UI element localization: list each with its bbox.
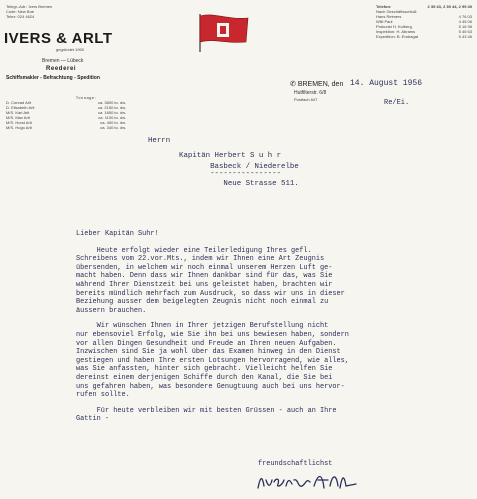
ship-size: ca. 340 to. dw. [100, 125, 126, 130]
phone-symbol-icon: ✆ [290, 81, 296, 88]
phone-name: Willi Paul [376, 19, 393, 24]
company-cities: Bremen — Lübeck [42, 58, 84, 64]
city-prefix [290, 80, 343, 88]
body-line: was Sie anfassten, hinter sich gebracht. Vielleicht helfen Sie [76, 365, 333, 374]
paragraph-1 [76, 247, 472, 316]
body-line: Inzwischen sind Sie ja wohl über das Examen hinweg in den Dienst [76, 348, 341, 357]
reference-mark: Re/Ei. [384, 99, 410, 107]
phones-main: 2 39 43, 2 39 44, 2 99 40 [427, 4, 472, 9]
closing-phrase: freundschaftlichst [258, 460, 333, 468]
body-line: rufen sollte. [76, 391, 130, 400]
paragraph-3 [76, 407, 472, 424]
addressee-block [148, 134, 299, 192]
telegram-line: Telegr.-Adr.: Ivers Bremen [6, 4, 53, 9]
ship-size: ca. 2150 to. dw. [97, 105, 126, 110]
paragraph-2 [76, 322, 472, 399]
phone-number: 5 16 98 [458, 24, 472, 29]
body-line: Beziehung ausser dem beigelegten Zeugnis nicht noch einmal zu [76, 298, 329, 307]
phones-subtitle: Nach Geschäftsschluß: [376, 9, 418, 14]
reederei-label: Reederei [46, 66, 77, 72]
tonnage-row [6, 125, 126, 130]
body-line: während Ihrer Dienstzeit bei uns geleistet haben, brachten wir [76, 280, 333, 289]
telegram-line: Telex: 024 4624 [6, 14, 35, 19]
phones-label: Telefon: [376, 4, 392, 9]
addressee-line: Kapitän Herbert S u h r [148, 151, 282, 160]
addressee-line: Neue Strasse 511. [148, 180, 299, 188]
body-line: macht haben. Denn dass wir Ihnen dankbar sind für das, was Sie [76, 272, 333, 281]
ship-size: ca. 1650 to. dw. [97, 110, 126, 115]
body-line: Wir wünschen Ihnen in Ihrer jetzigen Berufstellung nicht [76, 322, 329, 331]
ship-name: D. Conrad Arlt [6, 100, 32, 105]
phone-name: Expedition: B. Endragat [376, 34, 419, 39]
phone-number: 4 45 06 [458, 19, 472, 24]
ship-size: ca. 3800 to. dw. [97, 100, 126, 105]
ship-size: ca. 1100 to. dw. [98, 115, 126, 120]
company-services: Schiffsmakler - Befrachtung - Spedition [6, 75, 100, 81]
ship-name: M/S. Horst Arlt [6, 120, 32, 125]
street-address: Hutfilterstr. 6/8 [294, 90, 327, 96]
body-line: übersenden, in welchem wir noch einmal unserem Herzen Luft ge- [76, 263, 333, 272]
ship-name: M/S. Max Arlt [6, 115, 30, 120]
phone-number: 5 45 63 [458, 29, 472, 34]
body-line: Schreibens vom 22.vor.Mts., indem wir Ihnen eine Art Zeugnis [76, 255, 325, 264]
body-line: uns gefahren haben, was besondere Genugtuung auch bei uns hervor- [76, 382, 345, 391]
addressee-line: Herrn [148, 137, 171, 145]
ship-name: M/S. Hugo Arlt [6, 125, 32, 130]
postbox: Postfach 847 [294, 97, 318, 102]
ship-name: M/S. Karl Arlt [6, 110, 30, 115]
body-line: bereits mündlich mehrfach zum Ausdruck, so dass wir uns in dieser [76, 289, 345, 298]
house-flag-icon [196, 12, 252, 52]
letter-body [76, 230, 472, 431]
company-name: IVERS & ARLT [4, 30, 113, 47]
handwritten-signature-icon [252, 466, 382, 496]
phone-number: 4 76 03 [458, 14, 472, 19]
body-line: nur ebensoviel Erfolg, wie Sie ihn bei uns bewiesen haben, sondern [76, 330, 349, 339]
phone-number: 5 43 46 [458, 34, 472, 39]
city-prefix-text: BREMEN, den [297, 81, 344, 88]
phone-name: Hans Reimers [376, 14, 402, 19]
tonnage-list [6, 95, 126, 130]
phone-name: Inspektion: H. Abrams [376, 29, 416, 34]
body-line: dereinst einem derjenigen Schiffe durch den Kanal, die Sie bei [76, 373, 333, 382]
phone-name: Prokurist H. Kolberg [376, 24, 412, 29]
body-line: Für heute verbleiben wir mit besten Grüssen - auch an Ihre [76, 406, 337, 415]
phone-row [376, 34, 472, 39]
body-line: Gattin - [76, 415, 110, 424]
addressee-underline: ---------------- [148, 170, 282, 178]
addressee-line: Basbeck / Niederelbe [148, 163, 299, 171]
telegram-info [6, 4, 146, 19]
body-line: vor allen Dingen Gesundheit und Freude an Ihren neuen Aufgaben. [76, 339, 337, 348]
body-line: äussern brauchen. [76, 306, 147, 315]
body-line: Heute erfolgt wieder eine Teilerledigung Ihres gefl. [76, 246, 312, 255]
founded-note: gegründet 1900 [56, 47, 85, 52]
body-line: gestiegen und haben Ihre ersten Lotsungen hervorragend, wie alles, [76, 356, 349, 365]
telegram-line: Code: New Boe [6, 9, 35, 14]
tonnage-title: Tonnage: [75, 95, 97, 100]
ship-name: D. Elisabeth Arlt [6, 105, 35, 110]
letter-date: 14. August 1956 [350, 79, 423, 88]
phone-list [376, 4, 472, 39]
ship-size: ca. 400 to. dw. [100, 120, 126, 125]
salutation: Lieber Kapitän Suhr! [76, 230, 159, 238]
